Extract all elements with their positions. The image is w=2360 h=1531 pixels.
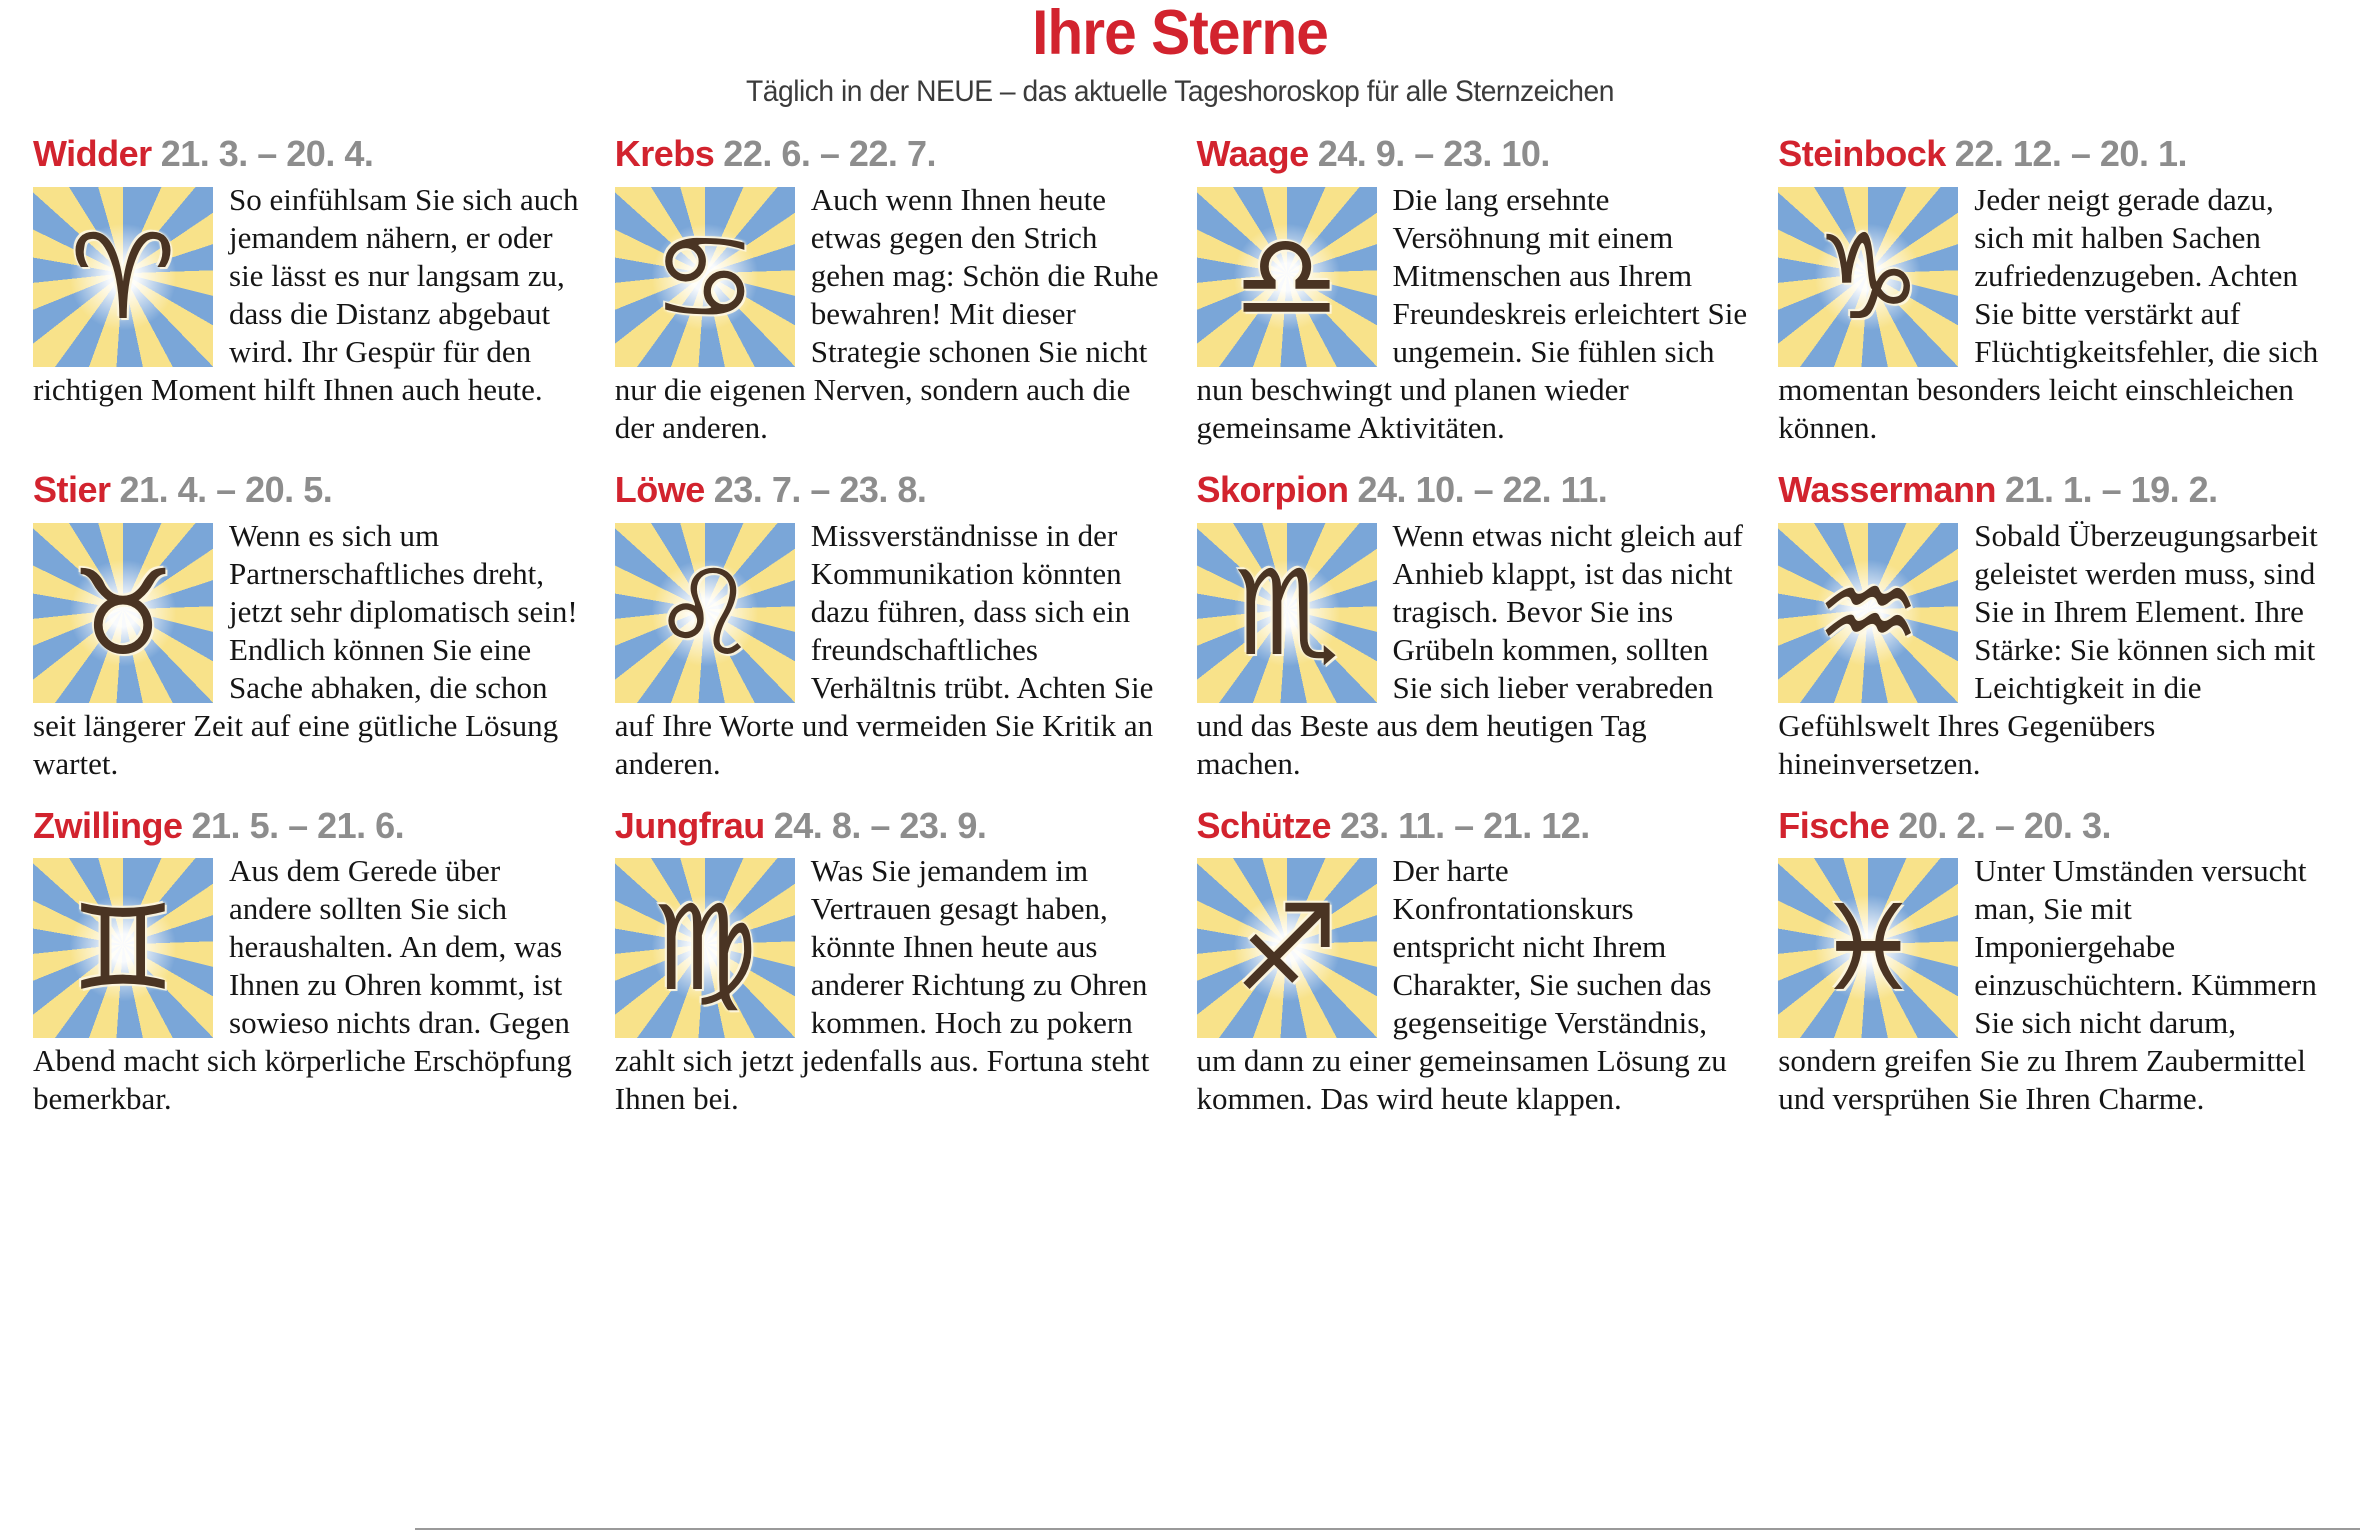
sign-name: Zwillinge <box>33 804 183 846</box>
sign-heading <box>1196 804 1749 846</box>
sign-dates: 22. 6. – 22. 7. <box>723 133 936 174</box>
lion-icon <box>615 523 795 703</box>
bottom-divider <box>415 1528 2360 1530</box>
sign-heading <box>614 804 1167 846</box>
sign-dates: 23. 11. – 21. 12. <box>1340 804 1590 846</box>
twins-icon <box>33 858 213 1038</box>
water-bearer-glyph: ♒ <box>1815 543 1922 682</box>
page-title: Ihre Sterne <box>1032 0 1328 68</box>
sign-stier <box>33 468 585 783</box>
ram-glyph: ♈ <box>70 207 176 346</box>
horoscope-text-steinbock: Jeder neigt gerade dazu, sich mit halben Sachen zufriedenzugeben. Achten Sie bitte verstärkt auf Flüchtigkeitsfehler, die sich momentan besonders leicht einschleichen können. <box>1778 181 2319 445</box>
bull-icon <box>33 523 213 703</box>
sign-dates: 24. 9. – 23. 10. <box>1317 133 1550 174</box>
sign-loewe <box>614 468 1167 783</box>
sign-name: Stier <box>33 468 111 510</box>
sign-name: Wassermann <box>1778 468 1996 510</box>
horoscope-text-waage: Die lang ersehnte Versöhnung mit einem Mitmenschen aus Ihrem Freundeskreis erleichtert Sie ungemein. Sie fühlen sich nun beschwingt und planen wieder gemeinsame Aktivitäten. <box>1196 181 1748 445</box>
sign-name: Löwe <box>614 468 705 510</box>
horoscope-text-schuetze: Der harte Konfrontationskurs entspricht nicht Ihrem Charakter, Sie suchen das gegenseitige Verständnis, um dann zu einer gemeinsamen Lösung zu kommen. Das wird heute klappen. <box>1196 853 1727 1117</box>
sign-name: Skorpion <box>1196 468 1349 510</box>
crab-glyph: ♋ <box>651 207 758 346</box>
sign-fische <box>1778 804 2330 1119</box>
sign-schuetze <box>1196 804 1749 1119</box>
scorpion-glyph: ♏ <box>1233 543 1340 682</box>
sign-heading <box>1778 135 2330 173</box>
sign-dates: 24. 8. – 23. 9. <box>773 804 987 846</box>
goat-glyph: ♑ <box>1815 207 1922 346</box>
sign-widder <box>33 135 585 447</box>
sign-waage <box>1197 135 1749 447</box>
sign-skorpion <box>1196 468 1749 783</box>
sign-dates: 20. 2. – 20. 3. <box>1898 804 2111 846</box>
sign-name: Widder <box>33 133 152 174</box>
archer-icon <box>1197 858 1377 1038</box>
horoscope-text-widder: So einfühlsam Sie sich auch jemandem nähern, er oder sie lässt es nur langsam zu, dass die Distanz abgebaut wird. Ihr Gespür für den richtigen Moment hilft Ihnen auch heute. <box>33 181 579 407</box>
masthead <box>0 0 2360 109</box>
water-bearer-icon <box>1778 523 1958 703</box>
horoscope-text-jungfrau: Was Sie jemandem im Vertrauen gesagt haben, könnte Ihnen heute aus anderer Richtung zu Ohren kommen. Hoch zu pokern zahlt sich jetzt jedenfalls aus. Fortuna steht Ihnen bei. <box>614 853 1150 1117</box>
sign-heading <box>33 135 585 173</box>
sign-heading <box>1197 135 1749 173</box>
horoscope-text-zwillinge: Aus dem Gerede über andere sollten Sie sich heraushalten. An dem, was Ihnen zu Ohren kommt, ist sowieso nichts dran. Gegen Abend macht sich körperliche Erschöpfung bemerkbar. <box>33 853 572 1117</box>
sign-heading <box>33 804 585 846</box>
goat-icon <box>1778 187 1958 367</box>
sign-heading <box>1196 468 1749 510</box>
sign-dates: 21. 5. – 21. 6. <box>191 804 405 846</box>
horoscope-text-wassermann: Sobald Überzeugungsarbeit geleistet werden muss, sind Sie in Ihrem Element. Ihre Stärke: Sie können sich mit Leichtigkeit in die Gefühlswelt Ihres Gegenübers hineinversetzen. <box>1778 517 2318 781</box>
virgin-icon <box>615 858 795 1038</box>
sign-heading <box>1778 468 2330 510</box>
sign-name: Krebs <box>614 133 715 174</box>
sign-dates: 21. 3. – 20. 4. <box>160 133 374 174</box>
archer-glyph: ♐ <box>1233 879 1340 1018</box>
horoscope-text-krebs: Auch wenn Ihnen heute etwas gegen den Strich gehen mag: Schön die Ruhe bewahren! Mit dieser Strategie schonen Sie nicht nur die eigenen Nerven, sondern auch die der anderen. <box>614 181 1159 445</box>
page-subtitle: Täglich in der NEUE – das aktuelle Tageshoroskop für alle Sternzeichen <box>746 75 1614 108</box>
zodiac-grid <box>33 135 2330 1118</box>
sign-heading <box>33 468 585 510</box>
scales-icon <box>1197 187 1377 367</box>
sign-dates: 21. 4. – 20. 5. <box>119 468 333 510</box>
sign-jungfrau <box>614 804 1167 1119</box>
sign-name: Waage <box>1196 133 1309 174</box>
sign-dates: 21. 1. – 19. 2. <box>2005 468 2218 510</box>
sign-name: Fische <box>1778 804 1890 846</box>
sign-heading <box>615 135 1167 173</box>
virgin-glyph: ♍ <box>651 879 758 1018</box>
sign-steinbock <box>1778 135 2330 447</box>
sign-krebs <box>615 135 1167 447</box>
sign-name: Schütze <box>1196 804 1332 846</box>
twins-glyph: ♊ <box>70 879 176 1018</box>
sign-dates: 23. 7. – 23. 8. <box>713 468 927 510</box>
horoscope-text-skorpion: Wenn etwas nicht gleich auf Anhieb klappt, ist das nicht tragisch. Bevor Sie ins Grübeln kommen, sollten Sie sich lieber verabreden und das Beste aus dem heutigen Tag machen. <box>1196 517 1743 781</box>
ram-icon <box>33 187 213 367</box>
horoscope-text-stier: Wenn es sich um Partnerschaftliches dreht, jetzt sehr diplomatisch sein! Endlich können Sie eine Sache abhaken, die schon seit längerer Zeit auf eine gütliche Lösung wartet. <box>33 517 578 781</box>
horoscope-text-loewe: Missverständnisse in der Kommunikation könnten dazu führen, dass sich ein freundschaftliches Verhältnis trübt. Achten Sie auf Ihre Worte und vermeiden Sie Kritik an anderen. <box>614 517 1154 781</box>
horoscope-text-fische: Unter Umständen versucht man, Sie mit Imponiergehabe einzuschüchtern. Kümmern Sie sich nicht darum, sondern greifen Sie zu Ihrem Zaubermittel und versprühen Sie Ihren Charme. <box>1778 853 2317 1117</box>
sign-dates: 24. 10. – 22. 11. <box>1357 468 1608 510</box>
sign-zwillinge <box>33 804 585 1119</box>
fishes-glyph: ♓ <box>1815 879 1922 1018</box>
sign-heading <box>614 468 1167 510</box>
sign-dates: 22. 12. – 20. 1. <box>1954 133 2187 174</box>
sign-wassermann <box>1778 468 2330 783</box>
sign-name: Steinbock <box>1778 133 1946 174</box>
crab-icon <box>615 187 795 367</box>
sign-heading <box>1778 804 2330 846</box>
bull-glyph: ♉ <box>70 543 176 682</box>
scales-glyph: ♎ <box>1233 207 1340 346</box>
sign-name: Jungfrau <box>614 804 765 846</box>
lion-glyph: ♌ <box>651 543 758 682</box>
fishes-icon <box>1778 858 1958 1038</box>
scorpion-icon <box>1197 523 1377 703</box>
